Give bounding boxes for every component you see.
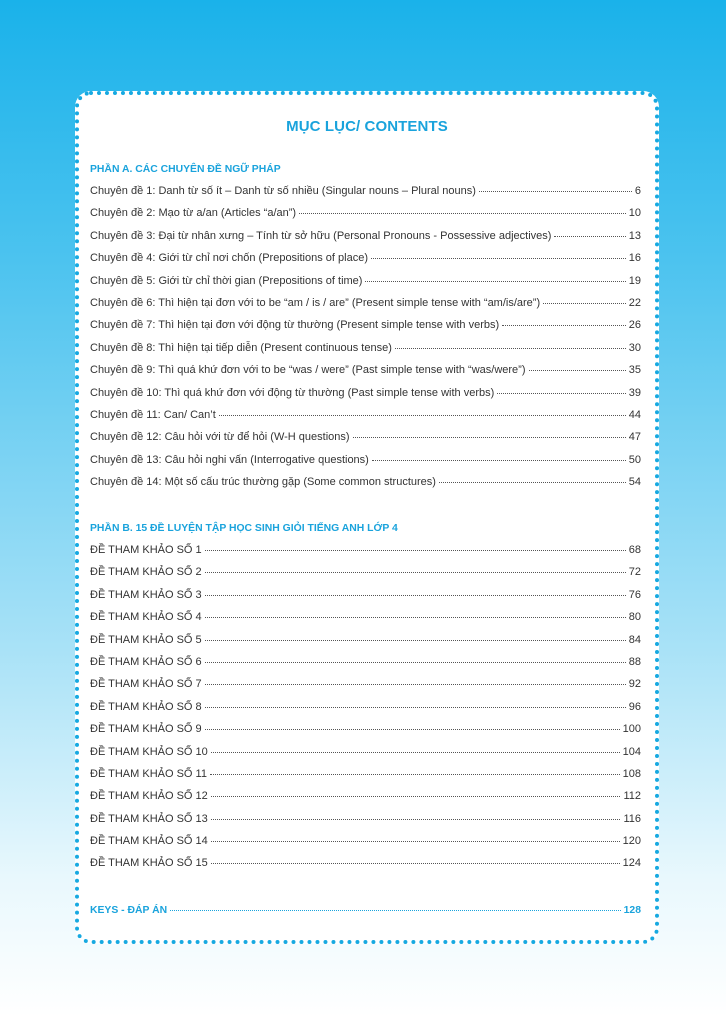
toc-entry-label: ĐỀ THAM KHẢO SỐ 10 [90,745,208,758]
toc-entry-page: 68 [628,544,641,556]
toc-entry-page: 104 [622,745,641,758]
toc-entry[interactable] [90,857,641,879]
dot-leader [205,707,626,708]
dot-leader [554,236,625,237]
dot-leader [529,370,626,371]
toc-entry-label: ĐỀ THAM KHẢO SỐ 7 [90,678,202,691]
dot-leader [205,640,626,641]
keys-entry[interactable] [90,905,641,916]
dot-leader [205,550,626,551]
dot-leader [299,213,626,214]
toc-entry-page: 120 [622,835,641,848]
toc-entry-label: Chuyên đề 3: Đại từ nhân xưng – Tính từ sở hữu (Personal Pronouns - Possessive adjectives) [90,229,552,242]
dot-leader [502,325,626,326]
dot-leader [205,617,626,618]
toc-entry[interactable] [90,589,641,611]
dot-leader [211,863,620,864]
dot-leader [205,662,626,663]
dot-leader [211,819,621,820]
toc-entry-page: 44 [628,408,641,421]
dot-leader [211,752,620,753]
toc-entry-label: ĐỀ THAM KHẢO SỐ 8 [90,700,202,713]
toc-entry-label: ĐỀ THAM KHẢO SỐ 5 [90,633,202,646]
toc-entry-page: 96 [628,700,641,713]
toc-entry[interactable] [90,252,641,274]
toc-entry-label: Chuyên đề 7: Thì hiện tại đơn với động từ thường (Present simple tense with verbs) [90,319,500,332]
part-a-heading: PHẦN A. CÁC CHUYÊN ĐỀ NGỮ PHÁP [90,164,281,175]
toc-entry-page: 92 [628,678,641,691]
toc-entry-page: 26 [628,319,641,332]
dot-leader [371,258,626,259]
toc-entry-page: 84 [628,633,641,646]
dot-leader [395,348,626,349]
part-b-section [90,522,641,880]
toc-entry-page: 76 [628,588,641,601]
part-a-list [90,185,641,498]
dot-leader [479,191,632,192]
part-b-list [90,544,641,880]
toc-entry-label: Chuyên đề 11: Can/ Can’t [90,408,216,421]
dot-leader [543,303,626,304]
dot-leader [353,437,626,438]
toc-entry[interactable] [90,701,641,723]
toc-entry-label: Chuyên đề 9: Thì quá khứ đơn với to be “was / were” (Past simple tense with “was/were”) [90,364,526,377]
toc-entry-label: ĐỀ THAM KHẢO SỐ 3 [90,588,202,601]
toc-entry-label: Chuyên đề 4: Giới từ chỉ nơi chốn (Prepositions of place) [90,252,368,265]
toc-entry-page: 116 [623,812,641,825]
toc-entry-page: 54 [628,476,641,489]
dot-leader [210,774,620,775]
toc-entry[interactable] [90,768,641,790]
toc-entry[interactable] [90,409,641,431]
toc-entry-page: 108 [622,767,641,780]
toc-entry-label: ĐỀ THAM KHẢO SỐ 2 [90,566,202,579]
toc-entry[interactable] [90,476,641,498]
dot-leader [219,415,626,416]
toc-entry[interactable] [90,297,641,319]
toc-entry-page: 30 [628,341,641,354]
toc-entry-label: ĐỀ THAM KHẢO SỐ 9 [90,723,202,736]
dot-leader [211,796,621,797]
toc-entry-page: 47 [628,431,641,444]
toc-entry[interactable] [90,387,641,409]
toc-entry[interactable] [90,835,641,857]
toc-entry-label: Chuyên đề 6: Thì hiện tại đơn với to be “am / is / are” (Present simple tense with “am/is/are”) [90,296,541,309]
toc-entry[interactable] [90,678,641,700]
toc-entry-label: Chuyên đề 10: Thì quá khứ đơn với động từ thường (Past simple tense with verbs) [90,386,495,399]
toc-entry-page: 6 [634,185,641,197]
dot-leader [211,841,620,842]
toc-entry-page: 10 [628,207,641,220]
toc-entry-label: Chuyên đề 1: Danh từ số ít – Danh từ số nhiều (Singular nouns – Plural nouns) [90,185,476,197]
toc-entry-label: ĐỀ THAM KHẢO SỐ 6 [90,655,202,668]
toc-entry-label: ĐỀ THAM KHẢO SỐ 11 [90,767,207,780]
part-b-heading: PHẦN B. 15 ĐỀ LUYỆN TẬP HỌC SINH GIỎI TIẾNG ANH LỚP 4 [90,523,398,534]
dot-leader [365,281,625,282]
toc-entry-label: Chuyên đề 12: Câu hỏi với từ để hỏi (W-H questions) [90,431,350,444]
keys-label: KEYS - ĐÁP ÁN [90,905,168,916]
toc-entry-label: ĐỀ THAM KHẢO SỐ 13 [90,812,208,825]
toc-entry-page: 88 [628,655,641,668]
part-a-section [90,163,641,498]
toc-entry[interactable] [90,431,641,453]
dot-leader [205,684,626,685]
toc-entry[interactable] [90,342,641,364]
toc-entry-label: Chuyên đề 14: Một số cấu trúc thường gặp (Some common structures) [90,476,436,489]
dot-leader [205,729,620,730]
toc-entry[interactable] [90,566,641,588]
dot-leader [205,572,626,573]
toc-entry[interactable] [90,611,641,633]
toc-entry[interactable] [90,454,641,476]
toc-entry[interactable] [90,230,641,252]
keys-page: 128 [623,905,641,916]
toc-entry[interactable] [90,723,641,745]
toc-entry-page: 39 [628,386,641,399]
toc-entry-page: 50 [628,453,641,466]
dot-leader [205,595,626,596]
toc-entry-label: ĐỀ THAM KHẢO SỐ 14 [90,835,208,848]
toc-entry[interactable] [90,319,641,341]
toc-entry-label: Chuyên đề 2: Mạo từ a/an (Articles “a/an”) [90,207,297,220]
toc-entry[interactable] [90,185,641,207]
toc-entry-page: 13 [628,229,641,242]
toc-entry-label: ĐỀ THAM KHẢO SỐ 1 [90,544,202,556]
contents-card [75,91,659,944]
toc-entry-label: ĐỀ THAM KHẢO SỐ 12 [90,790,208,803]
toc-entry[interactable] [90,746,641,768]
page-title: MỤC LỤC/ CONTENTS [286,118,448,135]
toc-entry[interactable] [90,634,641,656]
toc-entry-page: 124 [622,857,641,870]
dot-leader [372,460,626,461]
toc-entry[interactable] [90,813,641,835]
toc-entry-page: 35 [628,364,641,377]
toc-entry-page: 80 [628,611,641,624]
dot-leader [170,910,620,911]
toc-entry-page: 19 [628,274,641,287]
dot-leader [497,393,625,394]
toc-entry-label: Chuyên đề 13: Câu hỏi nghi vấn (Interrogative questions) [90,453,369,466]
toc-entry-page: 16 [628,252,641,265]
toc-entry-label: ĐỀ THAM KHẢO SỐ 4 [90,611,202,624]
toc-entry-page: 22 [628,296,641,309]
toc-entry[interactable] [90,275,641,297]
toc-entry[interactable] [90,790,641,812]
toc-entry-label: Chuyên đề 5: Giới từ chỉ thời gian (Prepositions of time) [90,274,363,287]
dot-leader [439,482,626,483]
toc-entry[interactable] [90,364,641,386]
toc-entry-label: Chuyên đề 8: Thì hiện tại tiếp diễn (Present continuous tense) [90,341,392,354]
toc-entry[interactable] [90,544,641,566]
toc-entry-page: 100 [622,723,641,736]
toc-entry[interactable] [90,656,641,678]
toc-entry-label: ĐỀ THAM KHẢO SỐ 15 [90,857,208,870]
toc-entry-page: 72 [628,566,641,579]
toc-entry-page: 112 [623,790,641,803]
toc-entry[interactable] [90,207,641,229]
